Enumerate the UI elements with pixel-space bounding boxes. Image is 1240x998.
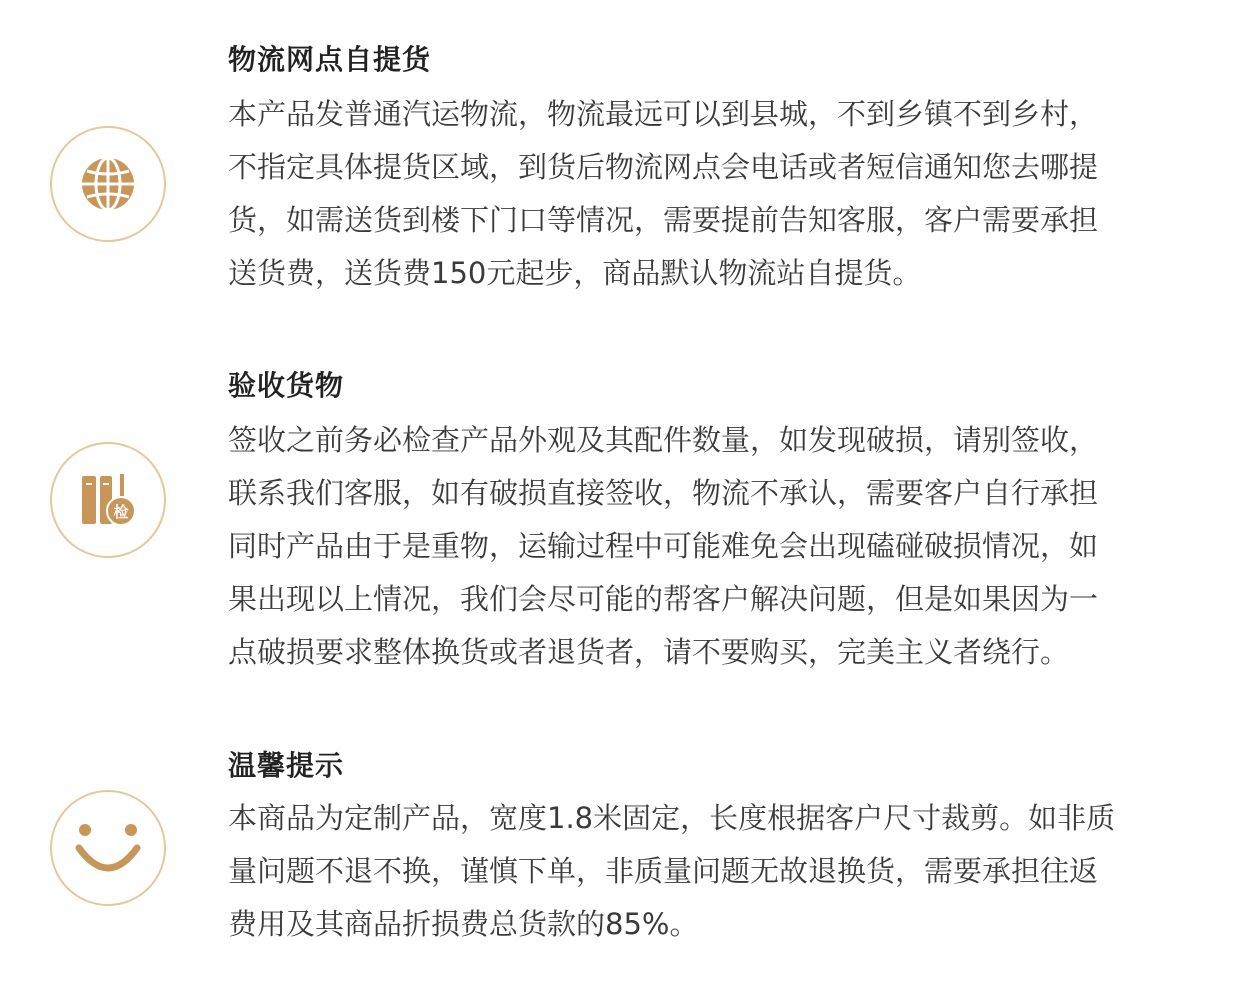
section-line: 签收之前务必检查产品外观及其配件数量，如发现破损，请别签收， <box>228 423 1099 457</box>
section-line: 同时产品由于是重物，运输过程中可能难免会出现磕碰破损情况，如 <box>228 529 1099 563</box>
section-line: 本商品为定制产品，宽度1.8米固定，长度根据客户尺寸裁剪。如非质 <box>228 801 1116 835</box>
section-line: 货，如需送货到楼下门口等情况，需要提前告知客服，客户需要承担 <box>228 203 1099 237</box>
section-line: 本产品发普通汽运物流，物流最远可以到县城，不到乡镇不到乡村， <box>228 97 1099 131</box>
section-line: 送货费，送货费150元起步，商品默认物流站自提货。 <box>228 256 922 290</box>
section-line: 不指定具体提货区域，到货后物流网点会电话或者短信通知您去哪提 <box>228 150 1099 184</box>
inspection-icon-label: 检 <box>113 503 129 521</box>
section-line: 量问题不退不换，谨慎下单，非质量问题无故退换货，需要承担往返 <box>228 854 1099 888</box>
section-line: 果出现以上情况，我们会尽可能的帮客户解决问题，但是如果因为一 <box>228 582 1099 616</box>
section-title: 物流网点自提货 <box>228 43 432 76</box>
section-title: 温馨提示 <box>228 749 345 782</box>
section-line: 费用及其商品折损费总货款的85%。 <box>228 907 699 941</box>
section-line: 联系我们客服，如有破损直接签收，物流不承认，需要客户自行承担 <box>228 476 1099 510</box>
section-line: 点破损要求整体换货或者退货者，请不要购买，完美主义者绕行。 <box>228 635 1070 669</box>
smiley-icon <box>73 818 143 878</box>
smiley-icon-circle <box>50 790 166 906</box>
section-title: 验收货物 <box>228 369 345 402</box>
